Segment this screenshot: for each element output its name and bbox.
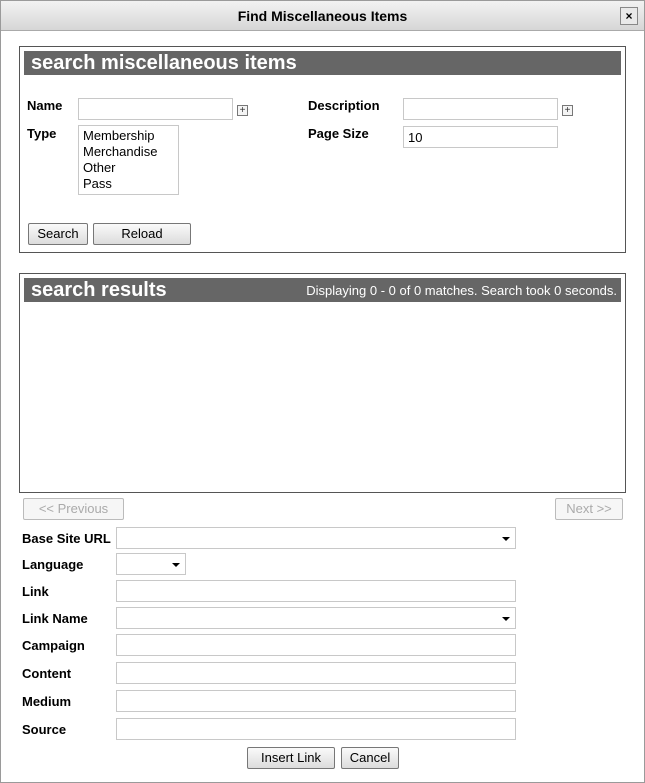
- content-input[interactable]: [116, 662, 516, 684]
- type-option[interactable]: Merchandise: [83, 144, 158, 159]
- link-label: Link: [22, 584, 49, 599]
- base-site-url-select[interactable]: [116, 527, 516, 549]
- dialog-title: Find Miscellaneous Items: [237, 8, 408, 24]
- campaign-label: Campaign: [22, 638, 85, 653]
- chevron-down-icon: [172, 563, 180, 567]
- name-input[interactable]: [78, 98, 233, 120]
- search-panel-title: search miscellaneous items: [31, 52, 297, 74]
- link-name-select[interactable]: [116, 607, 516, 629]
- type-option[interactable]: Pass: [83, 176, 112, 191]
- page-size-label: Page Size: [308, 126, 369, 141]
- reload-button[interactable]: Reload: [93, 223, 191, 245]
- search-button[interactable]: Search: [28, 223, 88, 245]
- source-label: Source: [22, 722, 67, 737]
- link-input[interactable]: [116, 580, 516, 602]
- previous-button[interactable]: << Previous: [23, 498, 124, 520]
- next-button[interactable]: Next >>: [555, 498, 623, 520]
- page-size-input[interactable]: [403, 126, 558, 148]
- description-label: Description: [308, 98, 380, 113]
- type-label: Type: [27, 126, 57, 141]
- description-input[interactable]: [403, 98, 558, 120]
- type-option[interactable]: Other: [83, 160, 116, 175]
- chevron-down-icon: [502, 617, 510, 621]
- name-label: Name: [27, 98, 63, 113]
- type-option[interactable]: Membership: [83, 128, 155, 143]
- content-label: Content: [22, 666, 72, 681]
- results-status: Displaying 0 - 0 of 0 matches. Search took 0 seconds.: [306, 283, 617, 298]
- chevron-down-icon: [502, 537, 510, 541]
- name-add-icon[interactable]: +: [237, 105, 248, 116]
- medium-label: Medium: [22, 694, 72, 709]
- close-icon[interactable]: ×: [620, 7, 638, 25]
- results-panel-header: [24, 278, 621, 302]
- cancel-button[interactable]: Cancel: [341, 747, 399, 769]
- medium-input[interactable]: [116, 690, 516, 712]
- description-add-icon[interactable]: +: [562, 105, 573, 116]
- results-panel-title: search results: [31, 279, 167, 301]
- title-bar: [1, 1, 644, 31]
- language-select[interactable]: [116, 553, 186, 575]
- base-site-url-label: Base Site URL: [22, 531, 111, 546]
- type-listbox[interactable]: [78, 125, 179, 195]
- language-label: Language: [22, 557, 84, 572]
- search-panel: [19, 46, 626, 253]
- campaign-input[interactable]: [116, 634, 516, 656]
- link-name-label: Link Name: [22, 611, 88, 626]
- results-panel: [19, 273, 626, 493]
- search-panel-header: [24, 51, 621, 75]
- insert-link-button[interactable]: Insert Link: [247, 747, 335, 769]
- source-input[interactable]: [116, 718, 516, 740]
